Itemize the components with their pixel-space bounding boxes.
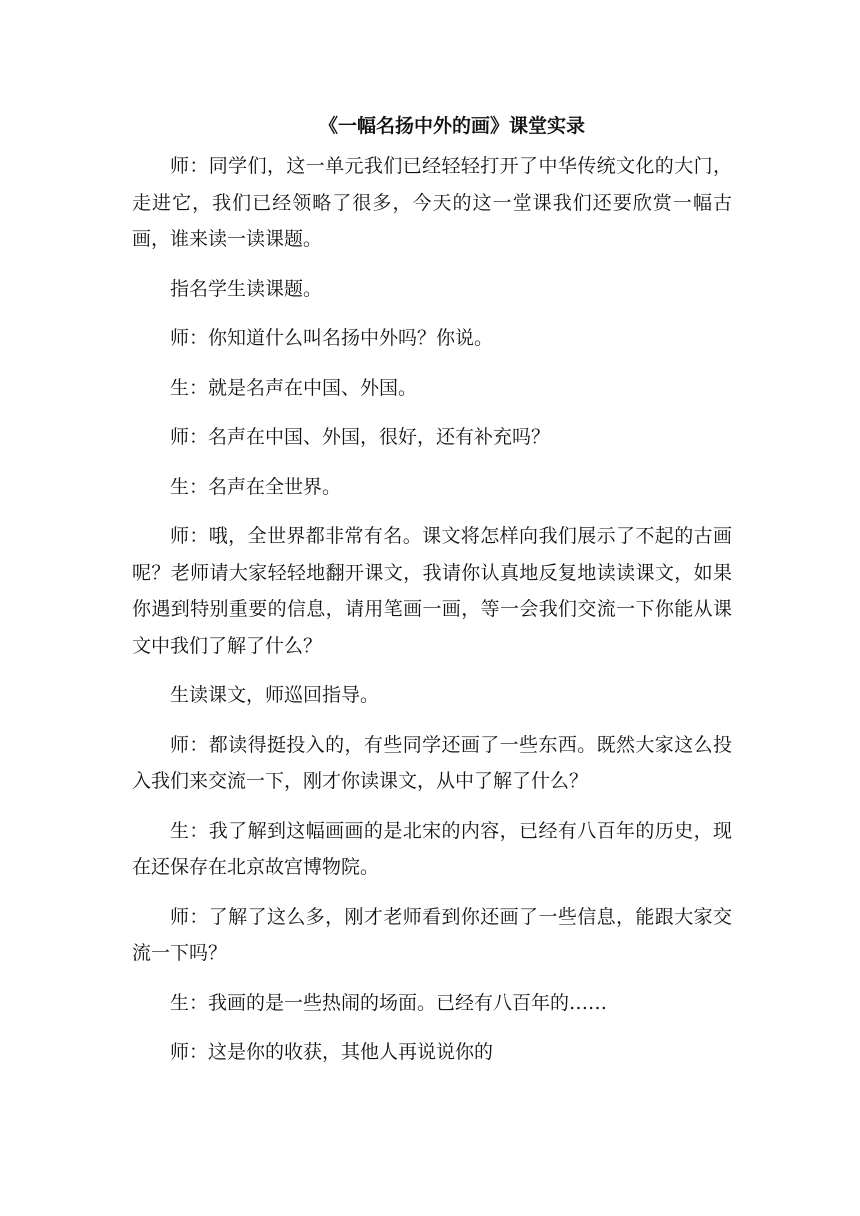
paragraph: 生读课文，师巡回指导。 <box>170 684 380 706</box>
paragraph: 生：我画的是一些热闹的场面。已经有八百年的…… <box>170 991 608 1014</box>
paragraph: 师：你知道什么叫名扬中外吗？你说。 <box>170 327 494 349</box>
paragraph: 师：哦，全世界都非常有名。课文将怎样向我们展示了不起的古画呢？老师请大家轻轻地翻开课文，我请你认真地反复地读读课文，如果你遇到特别重要的信息，请用笔画一画，等一会我们交流一下你能从课文中我们了解了什么？ <box>132 525 732 657</box>
document-body <box>132 108 732 1084</box>
document-title: 《一幅名扬中外的画》课堂实录 <box>318 115 585 137</box>
paragraph: 指名学生读课题。 <box>170 277 323 300</box>
paragraph: 师：同学们，这一单元我们已经轻轻打开了中华传统文化的大门，走进它，我们已经领略了很多，今天的这一堂课我们还要欣赏一幅古画，谁来读一读课题。 <box>132 155 732 250</box>
paragraph: 生：名声在全世界。 <box>170 475 342 498</box>
paragraph: 生：就是名声在中国、外国。 <box>170 376 418 399</box>
paragraph: 生：我了解到这幅画画的是北宋的内容，已经有八百年的历史，现在还保存在北京故宫博物院。 <box>132 819 732 878</box>
paragraph: 师：了解了这么多，刚才老师看到你还画了一些信息，能跟大家交流一下吗？ <box>132 905 732 964</box>
paragraph: 师：名声在中国、外国，很好，还有补充吗？ <box>170 426 551 448</box>
paragraph: 师：都读得挺投入的，有些同学还画了一些东西。既然大家这么投入我们来交流一下，刚才你读课文，从中了解了什么？ <box>132 733 732 792</box>
paragraph: 师：这是你的收获，其他人再说说你的 <box>170 1041 494 1063</box>
